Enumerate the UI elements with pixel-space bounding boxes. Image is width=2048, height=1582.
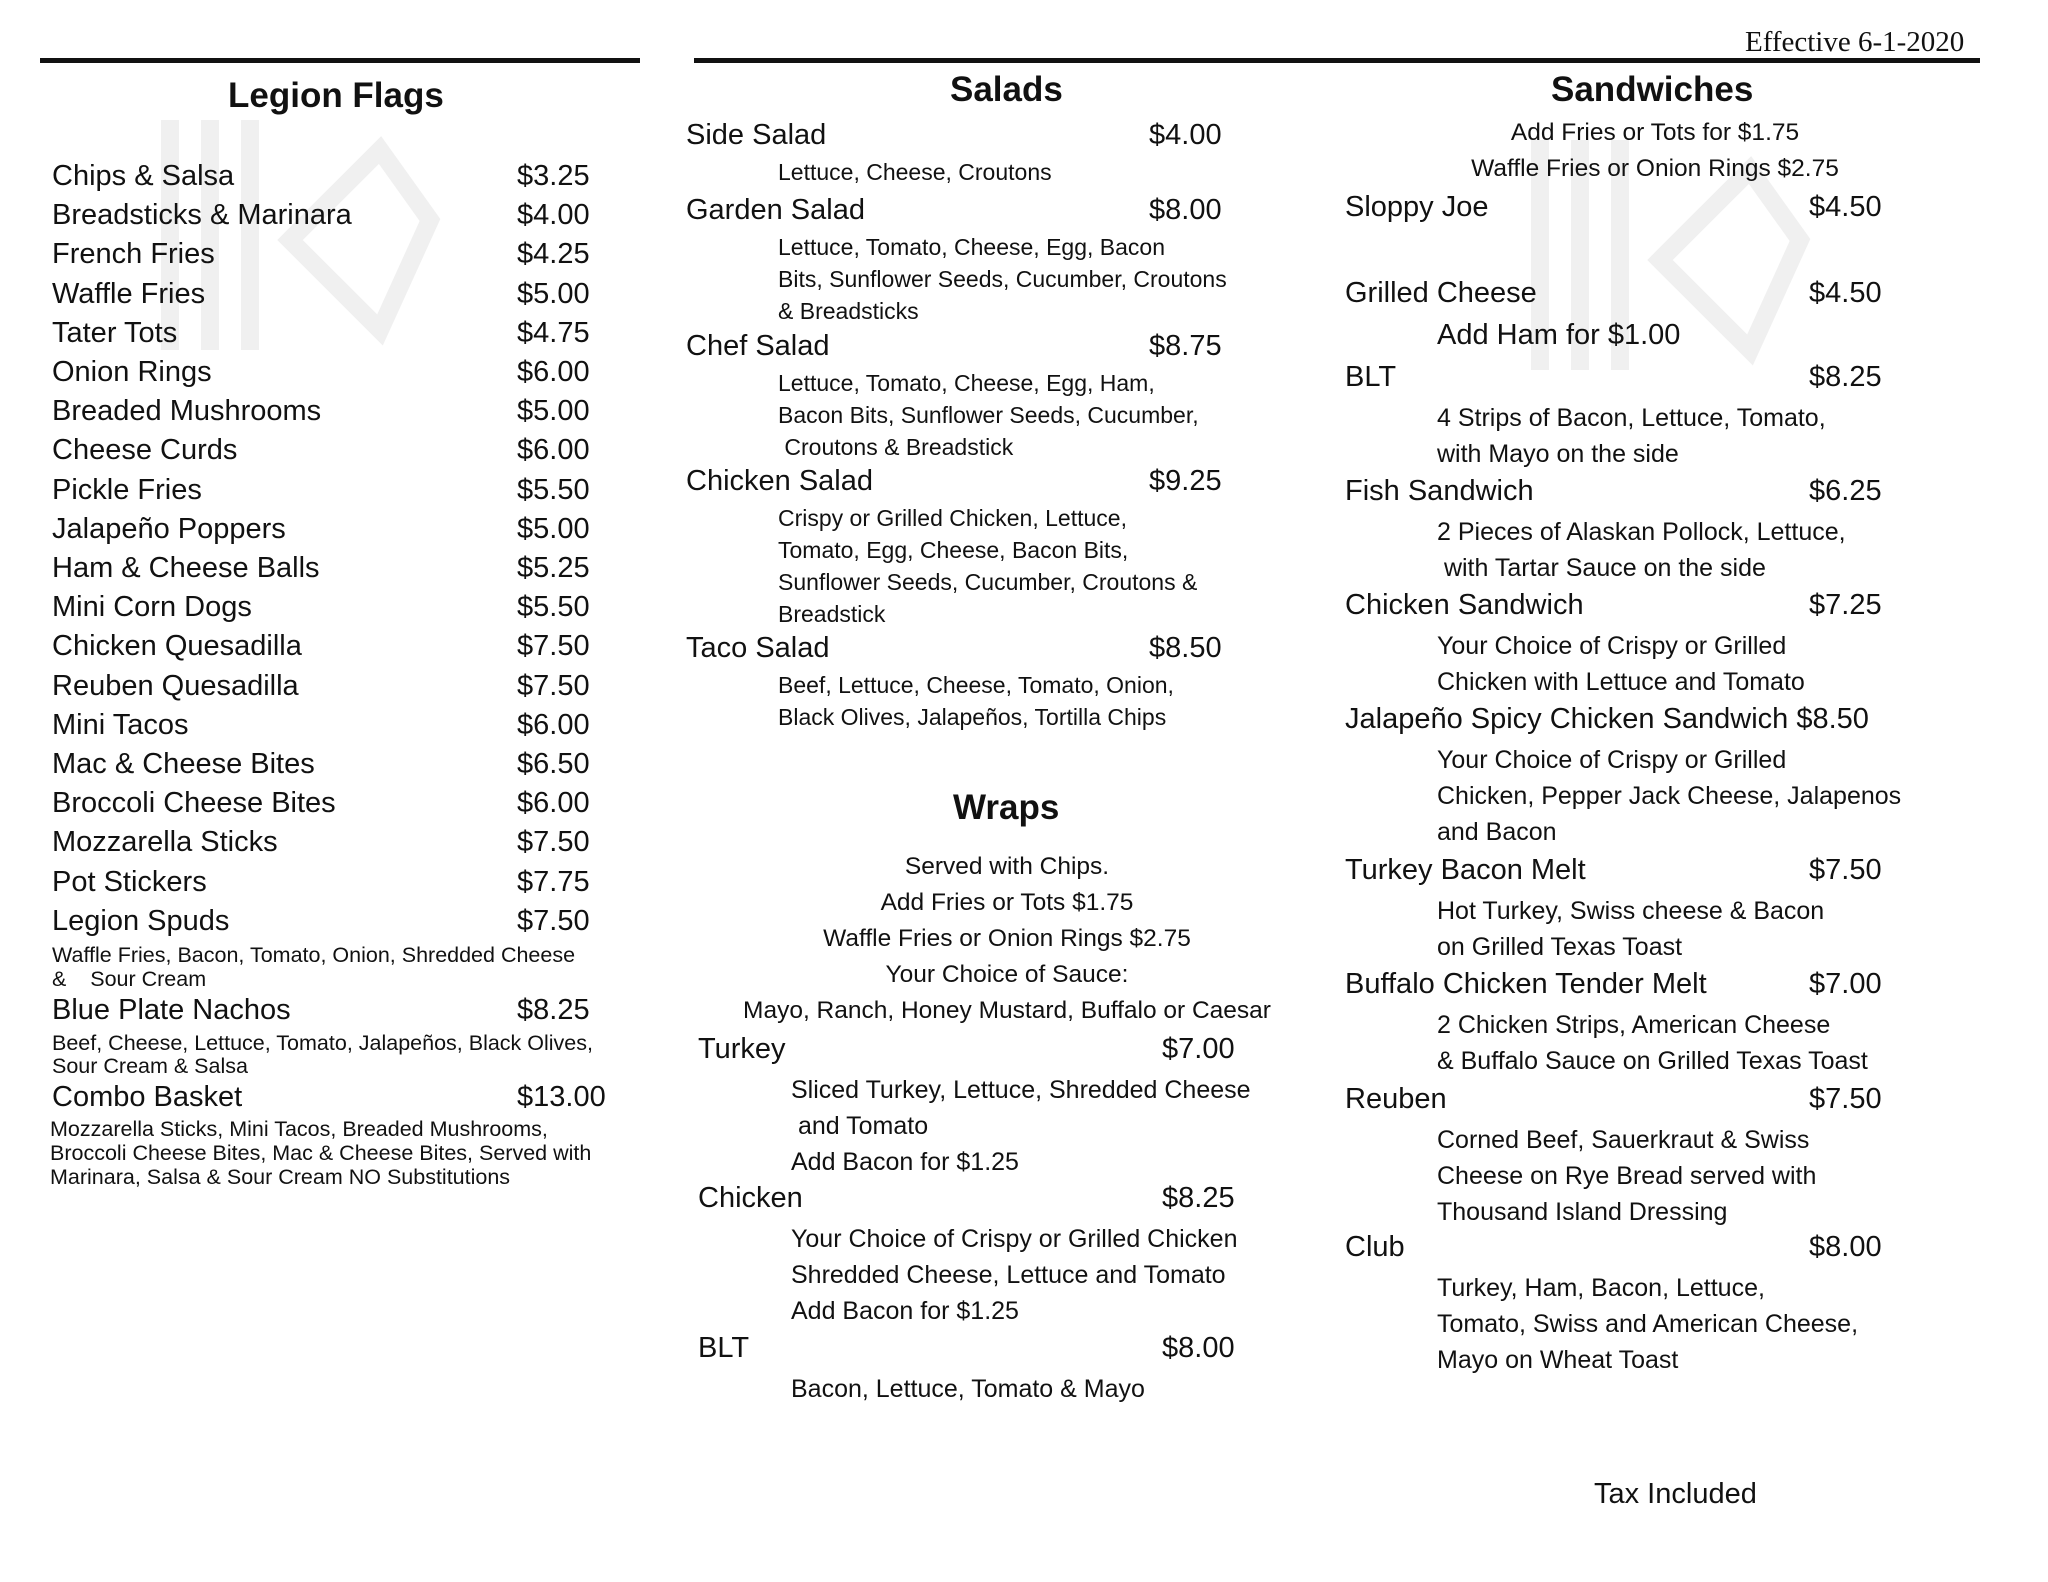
menu-item-price: $7.50 xyxy=(517,669,590,702)
menu-item-description: Your Choice of Crispy or Grilled xyxy=(1437,632,1787,660)
menu-item-name: Legion Spuds xyxy=(52,904,230,937)
menu-item-name: BLT xyxy=(1345,361,1397,393)
menu-item-name: Pickle Fries xyxy=(52,473,202,506)
menu-item-description: Mozzarella Sticks, Mini Tacos, Breaded Mushrooms, xyxy=(50,1117,548,1141)
menu-item-description: Black Olives, Jalapeños, Tortilla Chips xyxy=(778,704,1167,730)
wraps-note: Your Choice of Sauce: xyxy=(885,961,1129,988)
menu-item-price: $6.00 xyxy=(517,356,590,388)
menu-item-name: Chicken Salad xyxy=(686,465,873,497)
menu-item-description: on Grilled Texas Toast xyxy=(1437,933,1683,961)
menu-item-description: & Sour Cream xyxy=(52,967,207,991)
menu-item-description: Tomato, Swiss and American Cheese, xyxy=(1437,1310,1859,1338)
menu-item-price: $8.00 xyxy=(1149,194,1222,226)
menu-item-price: $5.25 xyxy=(517,552,590,584)
menu-item-price: $8.25 xyxy=(517,994,590,1026)
wraps-note: Add Fries or Tots $1.75 xyxy=(880,889,1134,916)
menu-item-description: Sunflower Seeds, Cucumber, Croutons & xyxy=(778,569,1198,595)
menu-item-name: Ham & Cheese Balls xyxy=(52,552,320,584)
menu-item-name: Side Salad xyxy=(686,119,827,151)
sandwiches-title: Sandwiches xyxy=(1551,70,1754,109)
menu-item-price: $7.50 xyxy=(1809,1083,1882,1115)
menu-item-price: $6.00 xyxy=(517,708,590,741)
menu-item-description: Waffle Fries, Bacon, Tomato, Onion, Shredded Cheese xyxy=(52,943,576,967)
menu-item-description: Beef, Cheese, Lettuce, Tomato, Jalapeños, Black Olives, xyxy=(52,1031,593,1055)
menu-item-description: Corned Beef, Sauerkraut & Swiss xyxy=(1437,1126,1810,1154)
menu-item-description: 2 Chicken Strips, American Cheese xyxy=(1437,1011,1831,1039)
menu-item-description: Add Ham for $1.00 xyxy=(1437,319,1681,351)
menu-item-name: Mini Corn Dogs xyxy=(52,591,252,624)
menu-item-price: $5.00 xyxy=(517,395,590,428)
menu-item-price: $8.00 xyxy=(1809,1231,1882,1263)
menu-item-name: Reuben xyxy=(1345,1083,1447,1115)
menu-item-description: Breadstick xyxy=(778,601,886,627)
menu-item-description: Mayo on Wheat Toast xyxy=(1437,1346,1679,1374)
divider-left xyxy=(40,58,640,63)
menu-item-description: & Breadsticks xyxy=(778,298,919,324)
menu-item-price: $8.50 xyxy=(1149,632,1222,664)
sandwiches-note: Add Fries or Tots for $1.75 xyxy=(1510,119,1800,146)
menu-item-description: 4 Strips of Bacon, Lettuce, Tomato, xyxy=(1437,404,1826,432)
menu-item-name: Grilled Cheese xyxy=(1345,277,1537,309)
menu-item-price: $9.25 xyxy=(1149,465,1222,497)
menu-item-price: $8.25 xyxy=(1162,1182,1235,1214)
menu-item-description: 2 Pieces of Alaskan Pollock, Lettuce, xyxy=(1437,518,1846,546)
menu-item-description: Lettuce, Cheese, Croutons xyxy=(778,159,1052,185)
menu-item-description: with Tartar Sauce on the side xyxy=(1437,554,1766,582)
menu-item-description: Chicken with Lettuce and Tomato xyxy=(1437,668,1805,696)
menu-item-name: Chicken Quesadilla xyxy=(52,630,302,663)
menu-item-description: Chicken, Pepper Jack Cheese, Jalapenos xyxy=(1437,782,1902,810)
menu-item-description: Bits, Sunflower Seeds, Cucumber, Croutons xyxy=(778,266,1227,292)
menu-item-description: Lettuce, Tomato, Cheese, Egg, Ham, xyxy=(778,370,1155,396)
menu-item-name: Garden Salad xyxy=(686,194,865,226)
menu-item-description: Sliced Turkey, Lettuce, Shredded Cheese xyxy=(791,1076,1251,1104)
menu-item-name: Cheese Curds xyxy=(52,434,238,467)
menu-item-description: Sour Cream & Salsa xyxy=(52,1054,248,1078)
menu-item-description: Shredded Cheese, Lettuce and Tomato xyxy=(791,1261,1226,1289)
menu-item-price: $5.50 xyxy=(517,473,590,506)
menu-item-name: Sloppy Joe xyxy=(1345,191,1489,223)
wraps-note: Served with Chips. xyxy=(904,853,1110,880)
legion-flags-title: Legion Flags xyxy=(228,76,444,115)
menu-item-name: Turkey xyxy=(698,1033,786,1065)
sandwiches-note: Waffle Fries or Onion Rings $2.75 xyxy=(1471,155,1839,182)
effective-date: Effective 6-1-2020 xyxy=(1745,26,1965,58)
menu-item-price: $8.75 xyxy=(1149,330,1222,362)
menu-item-description: Crispy or Grilled Chicken, Lettuce, xyxy=(778,505,1127,531)
menu-item-description: and Tomato xyxy=(791,1112,929,1140)
salads-title: Salads xyxy=(950,70,1063,109)
tax-note: Tax Included xyxy=(1594,1478,1757,1510)
menu-item-description: Add Bacon for $1.25 xyxy=(791,1148,1019,1176)
menu-item-name: Club xyxy=(1345,1231,1405,1263)
menu-item-price: $7.50 xyxy=(517,826,590,859)
menu-item-name: Tater Tots xyxy=(52,316,178,349)
menu-item-description: Your Choice of Crispy or Grilled xyxy=(1437,746,1787,774)
menu-item-price: $7.50 xyxy=(1809,854,1882,886)
menu-item-price: $7.50 xyxy=(517,630,590,663)
menu-item-description: Marinara, Salsa & Sour Cream NO Substitutions xyxy=(50,1165,511,1189)
menu-item-name: Chicken Sandwich xyxy=(1345,589,1584,621)
menu-item-description: Turkey, Ham, Bacon, Lettuce, xyxy=(1437,1274,1765,1302)
menu-item-price: $4.50 xyxy=(1809,191,1882,223)
menu-item-price: $7.25 xyxy=(1809,589,1882,621)
menu-item-name: Buffalo Chicken Tender Melt xyxy=(1345,968,1707,1000)
menu-item-description: Beef, Lettuce, Cheese, Tomato, Onion, xyxy=(778,672,1174,698)
menu-item-price: $5.50 xyxy=(517,591,590,624)
wraps-note: Waffle Fries or Onion Rings $2.75 xyxy=(823,925,1191,952)
menu-item-price: $8.00 xyxy=(1162,1332,1235,1364)
menu-item-price: $7.75 xyxy=(517,865,590,898)
menu-item-name: Mini Tacos xyxy=(52,708,189,741)
menu-item-price: $4.25 xyxy=(517,238,590,271)
menu-item-description: Bacon, Lettuce, Tomato & Mayo xyxy=(791,1375,1145,1403)
menu-item-name: Jalapeño Spicy Chicken Sandwich $8.50 xyxy=(1345,703,1869,735)
menu-item-name: Broccoli Cheese Bites xyxy=(52,787,336,820)
menu-item-price: $4.00 xyxy=(517,199,590,232)
wraps-note: Mayo, Ranch, Honey Mustard, Buffalo or Caesar xyxy=(743,997,1271,1024)
menu-item-name: Chef Salad xyxy=(686,330,830,362)
menu-item-description: Broccoli Cheese Bites, Mac & Cheese Bites, Served with xyxy=(50,1141,592,1165)
menu-item-name: Blue Plate Nachos xyxy=(52,994,291,1026)
menu-item-price: $8.25 xyxy=(1809,361,1882,393)
menu-item-name: Chips & Salsa xyxy=(52,160,235,192)
menu-item-name: Onion Rings xyxy=(52,356,212,388)
menu-item-name: Waffle Fries xyxy=(52,277,206,310)
menu-item-name: French Fries xyxy=(52,238,215,271)
menu-item-description: & Buffalo Sauce on Grilled Texas Toast xyxy=(1437,1047,1868,1075)
menu-item-name: Breaded Mushrooms xyxy=(52,395,322,428)
menu-item-description: and Bacon xyxy=(1437,818,1557,846)
menu-item-price: $7.50 xyxy=(517,904,590,937)
menu-item-description: Add Bacon for $1.25 xyxy=(791,1297,1019,1325)
menu-item-price: $5.00 xyxy=(517,512,590,545)
menu-item-description: with Mayo on the side xyxy=(1437,440,1679,468)
menu-item-name: Mac & Cheese Bites xyxy=(52,748,315,780)
menu-item-description: Cheese on Rye Bread served with xyxy=(1437,1162,1817,1190)
menu-item-name: Mozzarella Sticks xyxy=(52,826,278,859)
menu-item-price: $13.00 xyxy=(517,1081,606,1113)
menu-item-description: Your Choice of Crispy or Grilled Chicken xyxy=(791,1225,1238,1253)
menu-item-price: $6.00 xyxy=(517,434,590,467)
menu-item-price: $5.00 xyxy=(517,277,590,310)
menu-item-description: Lettuce, Tomato, Cheese, Egg, Bacon xyxy=(778,234,1165,260)
wraps-title: Wraps xyxy=(953,788,1060,827)
menu-item-name: Turkey Bacon Melt xyxy=(1345,854,1586,886)
menu-item-name: Combo Basket xyxy=(52,1081,243,1113)
menu-item-name: Taco Salad xyxy=(686,632,830,664)
menu-item-price: $4.50 xyxy=(1809,277,1882,309)
menu-item-price: $3.25 xyxy=(517,160,590,192)
menu-item-name: Pot Stickers xyxy=(52,865,207,898)
menu-item-price: $6.00 xyxy=(517,787,590,820)
menu-item-name: Jalapeño Poppers xyxy=(52,512,286,545)
menu-item-description: Tomato, Egg, Cheese, Bacon Bits, xyxy=(778,537,1129,563)
menu-item-description: Croutons & Breadstick xyxy=(778,434,1014,460)
menu-item-description: Thousand Island Dressing xyxy=(1437,1198,1728,1226)
menu-item-name: BLT xyxy=(698,1332,750,1364)
menu-item-description: Hot Turkey, Swiss cheese & Bacon xyxy=(1437,897,1825,925)
menu-item-name: Chicken xyxy=(698,1182,803,1214)
divider-right xyxy=(694,58,1980,63)
menu-item-price: $6.50 xyxy=(517,748,590,780)
menu-item-name: Reuben Quesadilla xyxy=(52,669,299,702)
menu-item-price: $6.25 xyxy=(1809,475,1882,507)
menu-item-price: $7.00 xyxy=(1809,968,1882,1000)
menu-item-description: Bacon Bits, Sunflower Seeds, Cucumber, xyxy=(778,402,1199,428)
menu-item-name: Fish Sandwich xyxy=(1345,475,1534,507)
menu-item-price: $7.00 xyxy=(1162,1033,1235,1065)
menu-item-name: Breadsticks & Marinara xyxy=(52,199,352,232)
menu-item-price: $4.75 xyxy=(517,316,590,349)
menu-item-price: $4.00 xyxy=(1149,119,1222,151)
